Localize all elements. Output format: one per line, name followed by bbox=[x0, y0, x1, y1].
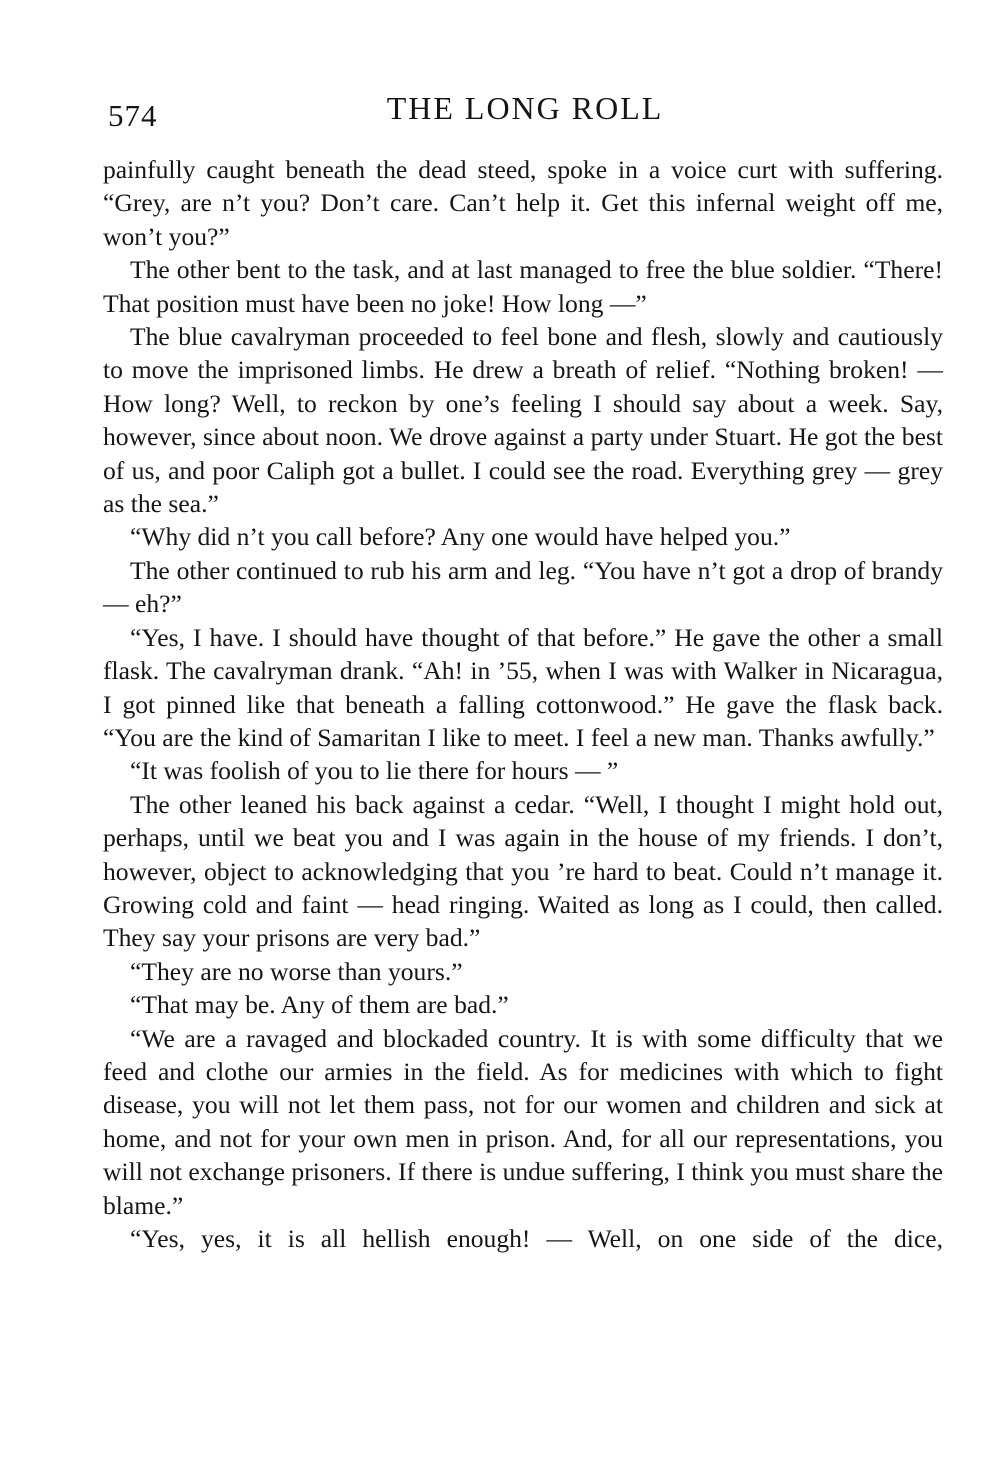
body-text bbox=[103, 153, 943, 1255]
paragraph: The blue cavalryman proceeded to feel bone and flesh, slowly and cautiously to move the imprisoned limbs. He drew a breath of relief. “Nothing broken! — How long? Well, to reckon by one’s feeling I should say about a week. Say, however, since about noon. We drove against a party under Stuart. He got the best of us, and poor Caliph got a bullet. I could see the road. Everything grey — grey as the sea.” bbox=[103, 322, 943, 519]
paragraph: “It was foolish of you to lie there for hours — ” bbox=[130, 756, 619, 786]
paragraph: “Why did n’t you call before? Any one would have helped you.” bbox=[130, 522, 791, 552]
paragraph-continues: “Yes, yes, it is all hellish enough! — Well, on one side of the dice, bbox=[130, 1224, 943, 1253]
paragraph: “We are a ravaged and blockaded country. It is with some difficulty that we feed and clothe our armies in the field. As for medicines with which to fight disease, you will not let them pass, not for our women and children and sick at home, and not for your own men in prison. And, for all our representations, you will not exchange prisoners. If there is undue suffering, I think you must share the blame.” bbox=[103, 1023, 943, 1220]
running-title: THE LONG ROLL bbox=[386, 90, 664, 126]
paragraph: “Yes, I have. I should have thought of that before.” He gave the other a small flask. The cavalryman drank. “Ah! in ’55, when I was with Walker in Nicaragua, I got pinned like that beneath a falling cottonwood.” He gave the flask back. “You are the kind of Samaritan I like to meet. I feel a new man. Thanks awfully.” bbox=[103, 622, 943, 752]
paragraph-continued: painfully caught beneath the dead steed, spoke in a voice curt with suffering. “Grey, are n’t you? Don’t care. Can’t help it. Get this infernal weight off me, won’t you?” bbox=[103, 155, 943, 251]
paragraph: “They are no worse than yours.” bbox=[130, 956, 463, 986]
paragraph: The other leaned his back against a cedar. “Well, I thought I might hold out, perhaps, until we beat you and I was again in the house of my friends. I don’t, however, object to acknowledging that you ’re hard to beat. Could n’t manage it. Growing cold and faint — head ringing. Waited as long as I could, then called. They say your prisons are very bad.” bbox=[103, 789, 943, 953]
page-number: 574 bbox=[108, 98, 158, 133]
paragraph: The other continued to rub his arm and leg. “You have n’t got a drop of brandy — eh?” bbox=[103, 555, 943, 619]
paragraph: The other bent to the task, and at last managed to free the blue soldier. “There! That position must have been no joke! How long —” bbox=[103, 255, 943, 318]
paragraph: “That may be. Any of them are bad.” bbox=[130, 990, 509, 1020]
